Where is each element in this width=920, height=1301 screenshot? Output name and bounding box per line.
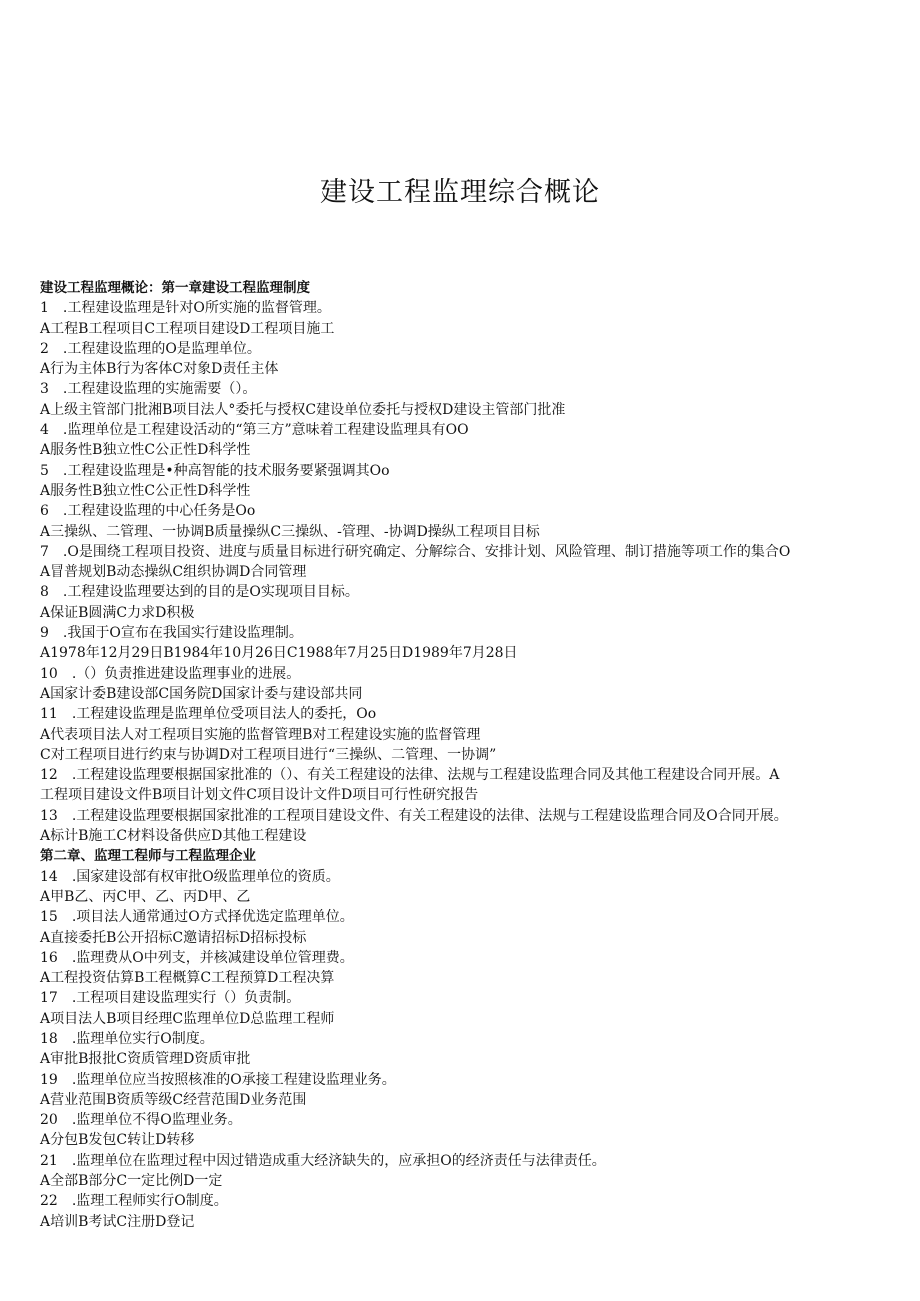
text-line: A服务性B独立性C公正性D科学性: [40, 442, 251, 459]
text-line: A甲B乙、丙C甲、乙、丙D甲、乙: [40, 888, 251, 905]
section-heading: 第二章、监理工程师与工程监理企业: [40, 848, 256, 865]
text-line: A服务性B独立性C公正性D科学性: [40, 482, 251, 499]
text-line: A代表项目法人对工程项目实施的监督管理B对工程建设实施的监督管理: [40, 726, 481, 743]
text-line: 2 .工程建设监理的O是监理单位。: [40, 340, 261, 357]
text-line: A标计B施工C材料设备供应D其他工程建设: [40, 828, 307, 845]
text-line: 工程项目建设文件B项目计划文件C项目设计文件D项目可行性研究报告: [40, 787, 479, 804]
text-line: 14 .国家建设部有权审批O级监理单位的资质。: [40, 868, 340, 885]
text-line: 16 .监理费从O中列支，并核减建设单位管理费。: [40, 949, 354, 966]
text-line: 17 .工程项目建设监理实行（）负责制。: [40, 990, 301, 1007]
text-line: A直接委托B公开招标C邀请招标D招标投标: [40, 929, 307, 946]
text-line: 1 .工程建设监理是针对O所实施的监督管理。: [40, 300, 331, 317]
page-title: 建设工程监理综合概论: [320, 177, 600, 208]
text-line: 7 .O是围绕工程项目投资、进度与质量目标进行研究确定、分解综合、安排计划、风险管理、制订措施等项工作的集合O: [40, 543, 791, 560]
text-line: A审批B报批C资质管理D资质审批: [40, 1051, 251, 1068]
text-line: A冒普规划B动态操纵C组织协调D合同管理: [40, 564, 307, 581]
section-heading: 建设工程监理概论：第一章建设工程监理制度: [40, 280, 310, 296]
text-line: 19 .监理单位应当按照核准的O承接工程建设监理业务。: [40, 1071, 396, 1088]
text-line: A全部B部分C一定比例D一定: [40, 1173, 223, 1190]
text-line: C对工程项目进行约束与协调D对工程项目进行“三操纵、二管理、一协调”: [40, 746, 497, 763]
text-line: 9 .我国于O宣布在我国实行建设监理制。: [40, 625, 303, 642]
text-line: 10 .（）负责推进建设监理事业的进展。: [40, 665, 301, 682]
text-line: 5 .工程建设监理是•种高智能的技术服务要紧强调其Oo: [40, 462, 390, 479]
text-line: A1978年12月29日B1984年10月26日C1988年7月25日D1989年7月28日: [40, 645, 518, 662]
text-line: 15 .项目法人通常通过O方式择优选定监理单位。: [40, 909, 354, 926]
text-line: A培训B考试C注册D登记: [40, 1213, 195, 1230]
text-line: A项目法人B项目经理C监理单位D总监理工程师: [40, 1010, 335, 1027]
text-line: 8 .工程建设监理要达到的目的是O实现项目目标。: [40, 584, 359, 601]
text-line: 6 .工程建设监理的中心任务是Oo: [40, 503, 256, 520]
text-line: A营业范围B资质等级C经营范围D业务范围: [40, 1091, 307, 1108]
text-line: A保证B圆满C力求D积极: [40, 604, 195, 621]
text-line: A上级主管部门批湘B项目法人°委托与授权C建设单位委托与授权D建设主管部门批准: [40, 401, 566, 418]
text-line: 21 .监理单位在监理过程中因过错造成重大经济缺失的，应承担O的经济责任与法律责任。: [40, 1152, 606, 1169]
text-line: 12 .工程建设监理要根据国家批准的（）、有关工程建设的法律、法规与工程建设监理合同及其他工程建设合同开展。A: [40, 767, 780, 784]
text-line: 11 .工程建设监理是监理单位受项目法人的委托，Oo: [40, 706, 377, 723]
text-line: A工程投资估算B工程概算C工程预算D工程决算: [40, 970, 335, 987]
text-line: A国家计委B建设部C国务院D国家计委与建设部共同: [40, 685, 363, 702]
text-line: A分包B发包C转让D转移: [40, 1132, 195, 1149]
text-line: 18 .监理单位实行O制度。: [40, 1030, 214, 1047]
text-line: A行为主体B行为客体C对象D责任主体: [40, 361, 279, 378]
text-line: 20 .监理单位不得O监理业务。: [40, 1112, 242, 1129]
text-line: 22 .监理工程师实行O制度。: [40, 1193, 228, 1210]
text-line: 13 .工程建设监理要根据国家批准的工程项目建设文件、有关工程建设的法律、法规与工程建设监理合同及O合同开展。: [40, 807, 788, 824]
text-line: 3 .工程建设监理的实施需要（）。: [40, 381, 257, 398]
text-line: A三操纵、二管理、一协调B质量操纵C三操纵、-管理、-协调D操纵工程项目目标: [40, 523, 540, 540]
document-body: [40, 278, 870, 1232]
text-line: 4 .监理单位是工程建设活动的“第三方”意味着工程建设监理具有OO: [40, 422, 469, 439]
text-line: A工程B工程项目C工程项目建设D工程项目施工: [40, 320, 335, 337]
